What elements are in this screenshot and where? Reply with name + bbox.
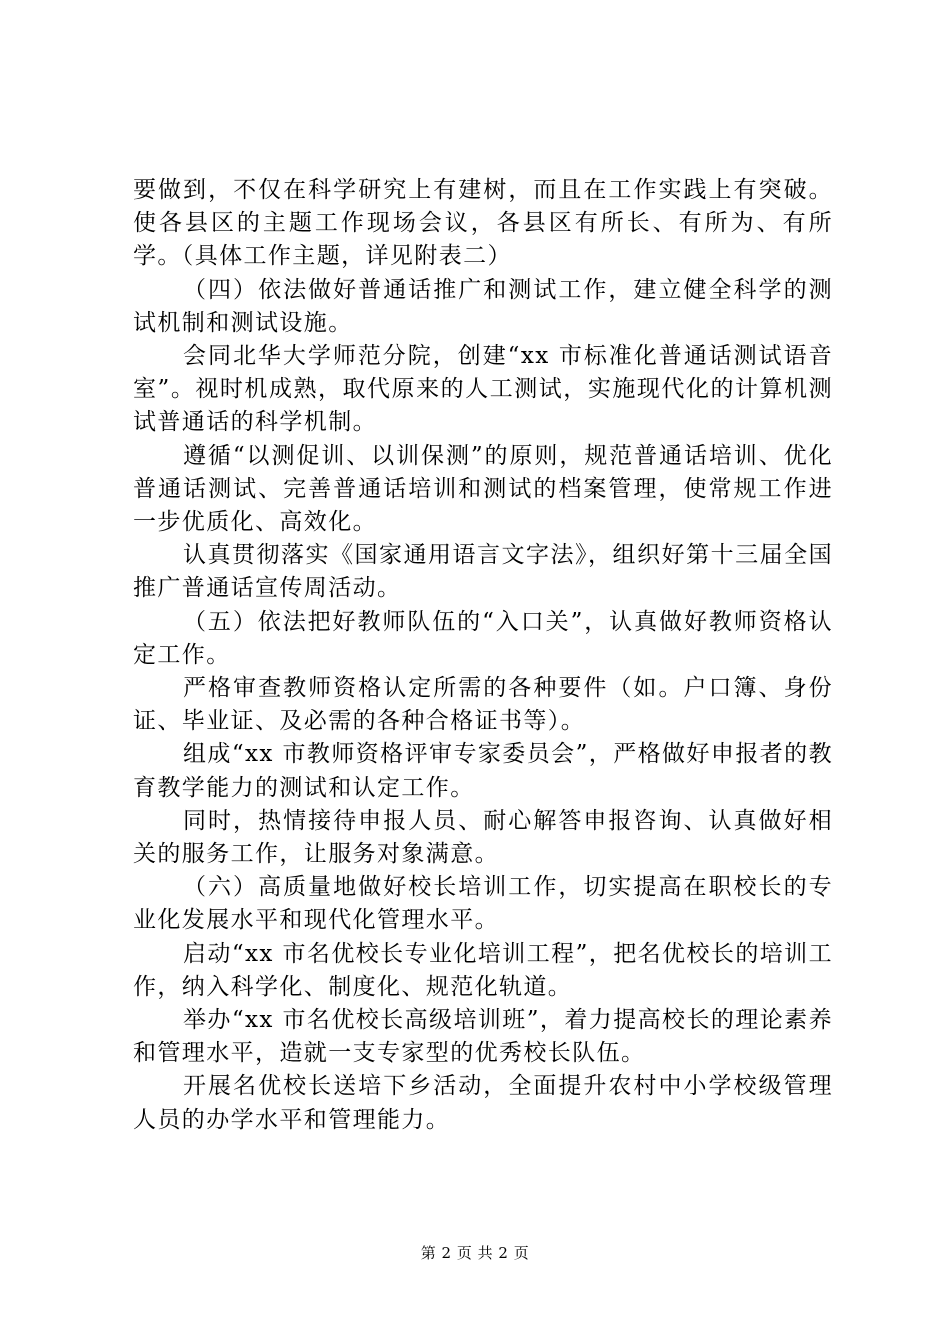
paragraph-training-principle: 遵循“以测促训、以训保测”的原则，规范普通话培训、优化普通话测试、完善普通话培训和测试的档案管理，使常规工作进一步优质化、高效化。 bbox=[133, 442, 833, 536]
document-body bbox=[133, 174, 833, 1137]
paragraph-training-project: 启动“xx 市名优校长专业化培训工程”，把名优校长的培训工作，纳入科学化、制度化、规范化轨道。 bbox=[133, 940, 833, 1000]
paragraph-qualification-review: 严格审查教师资格认定所需的各种要件（如。户口簿、身份证、毕业证、及必需的各种合格证书等）。 bbox=[133, 675, 833, 735]
paragraph-review-committee: 组成“xx 市教师资格评审专家委员会”，严格做好申报者的教育教学能力的测试和认定工作。 bbox=[133, 741, 833, 801]
paragraph-section-six-heading: （六）高质量地做好校长培训工作，切实提高在职校长的专业化发展水平和现代化管理水平。 bbox=[133, 874, 833, 934]
paragraph-continuation: 要做到，不仅在科学研究上有建树，而且在工作实践上有突破。使各县区的主题工作现场会议，各县区有所长、有所为、有所学。（具体工作主题，详见附表二） bbox=[133, 177, 833, 270]
paragraph-service-work: 同时，热情接待申报人员、耐心解答申报咨询、认真做好相关的服务工作，让服务对象满意。 bbox=[133, 807, 833, 868]
paragraph-section-four-heading: （四）依法做好普通话推广和测试工作，建立健全科学的测试机制和测试设施。 bbox=[133, 276, 833, 336]
paragraph-test-room: 会同北华大学师范分院，创建“xx 市标准化普通话测试语音室”。视时机成熟，取代原来的人工测试，实施现代化的计算机测试普通话的科学机制。 bbox=[133, 343, 833, 436]
paragraph-rural-training: 开展名优校长送培下乡活动，全面提升农村中小学校级管理人员的办学水平和管理能力。 bbox=[133, 1073, 833, 1133]
paragraph-language-law: 认真贯彻落实《国家通用语言文字法》，组织好第十三届全国推广普通话宣传周活动。 bbox=[133, 542, 833, 602]
paragraph-section-five-heading: （五）依法把好教师队伍的“入口关”，认真做好教师资格认定工作。 bbox=[133, 608, 833, 668]
page-number-footer: 第 2 页 共 2 页 bbox=[420, 1244, 530, 1262]
paragraph-advanced-class: 举办“xx 市名优校长高级培训班”，着力提高校长的理论素养和管理水平，造就一支专家型的优秀校长队伍。 bbox=[133, 1007, 833, 1067]
